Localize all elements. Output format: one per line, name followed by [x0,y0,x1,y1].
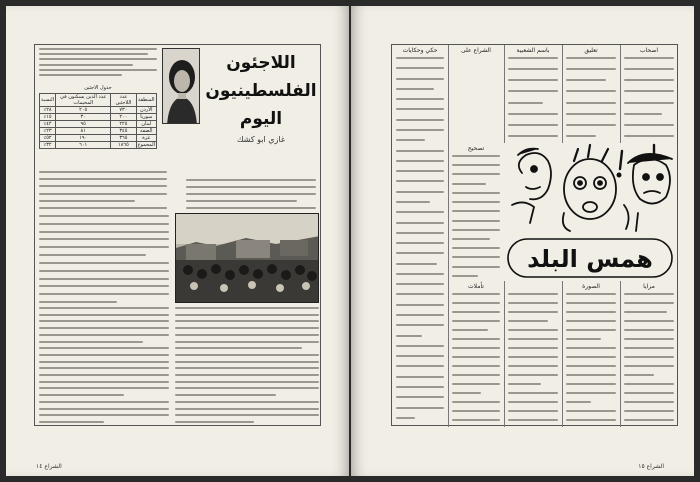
table-title: جدول الاجئين [84,85,112,91]
table-cell: الضفة [136,128,157,135]
right-page [351,6,694,476]
table-header: عدد اللاجئين [111,94,136,107]
table-cell: ٣٦٥ [111,135,136,142]
intro-text [39,48,157,76]
table-cell: ٦٠١ [56,142,111,149]
table-cell: ٢٠٠ [111,114,136,121]
column-rule [448,45,449,427]
table-cell: ٥٢٪ [40,135,56,142]
table-cell: ١٨٦٥ [111,142,136,149]
column-head: تصحيح [467,145,485,152]
table-cell: الأردن [136,107,157,114]
column-head: باسم الشعبية [516,47,550,54]
refugee-table [39,85,157,165]
article-author: غازي ابو كشك [236,135,286,144]
table-header: المنطقة [136,94,157,107]
column-text [396,57,444,419]
headline-line-2: الفلسطينيون [205,81,317,101]
table-cell: ١٩٠ [56,135,111,142]
table-cell: ٢٣٪ [40,128,56,135]
column-text [566,57,616,137]
author-photo [162,48,200,124]
table-row [40,121,157,128]
column-rule [504,45,505,143]
body-text-column-right-bottom [175,307,319,423]
column-text [624,293,674,421]
column-text [624,57,674,137]
body-text-column-left-bottom [39,307,169,423]
body-text-column-left-top [39,171,167,209]
table-cell: ٣٤٥ [111,128,136,135]
article-frame [34,44,321,426]
column-text [566,293,616,421]
column-text [508,57,558,137]
page-number-left: الشراع ١٤ [36,463,62,470]
table-row [40,142,157,149]
page-number-right: الشراع ١٥ [638,463,664,470]
column-head: حكي وحكايات [402,47,438,54]
table-cell: ١٥٪ [40,114,56,121]
table-header: عدد الذين يسكنون في المخيمات [56,94,111,107]
table-cell: ٣٢٪ [40,142,56,149]
column-head: مرايا [643,283,655,290]
table-cell: ٢٨٪ [40,107,56,114]
masthead-title: همس البلد [527,245,653,273]
column-head: اصحاب [639,47,659,54]
left-page [6,6,349,476]
body-text-column-left-mid [39,215,169,303]
refugee-crowd-photo [175,213,319,303]
column-rule [504,281,505,427]
table-row [40,128,157,135]
table-header-row [40,94,157,107]
column-head: تأملات [468,283,484,290]
magazine-spread [6,6,694,476]
column-head: الشراع على [461,47,491,54]
table-cell: سوريا [136,114,157,121]
body-text-column-right-top [186,179,316,209]
table-cell: ٧٣٠ [111,107,136,114]
column-frame [391,44,678,426]
headline-line-3: اليوم [239,109,283,129]
column-rule [562,45,563,143]
column-rule [620,45,621,143]
column-rule [562,281,563,427]
article-headline [202,49,320,133]
column-text [452,293,500,421]
cartoon-illustration [504,143,678,235]
article-headline-block [202,45,320,173]
table-cell: المجموع [137,142,155,148]
table-row [40,107,157,114]
column-text [452,155,500,277]
table-cell: ٢٠٥ [56,107,111,114]
table-cell: ٤٢٪ [40,121,56,128]
table-cell: ٨١ [56,128,111,135]
section-masthead [502,235,678,281]
table-cell: ٩٥ [56,121,111,128]
column-head: الصورة [582,283,600,290]
table-cell: ٢٢٥ [111,121,136,128]
table-header: النسبة [40,94,56,107]
column-head: تعليق [584,47,598,54]
stats-table [39,93,157,149]
table-cell: ٣٠ [56,114,111,121]
column-text [508,293,558,421]
table-row [40,114,157,121]
table-cell: لبنان [136,121,157,128]
table-cell: غزة [136,135,157,142]
headline-line-1: اللاجئون [226,53,296,73]
table-row [40,135,157,142]
column-rule [620,281,621,427]
